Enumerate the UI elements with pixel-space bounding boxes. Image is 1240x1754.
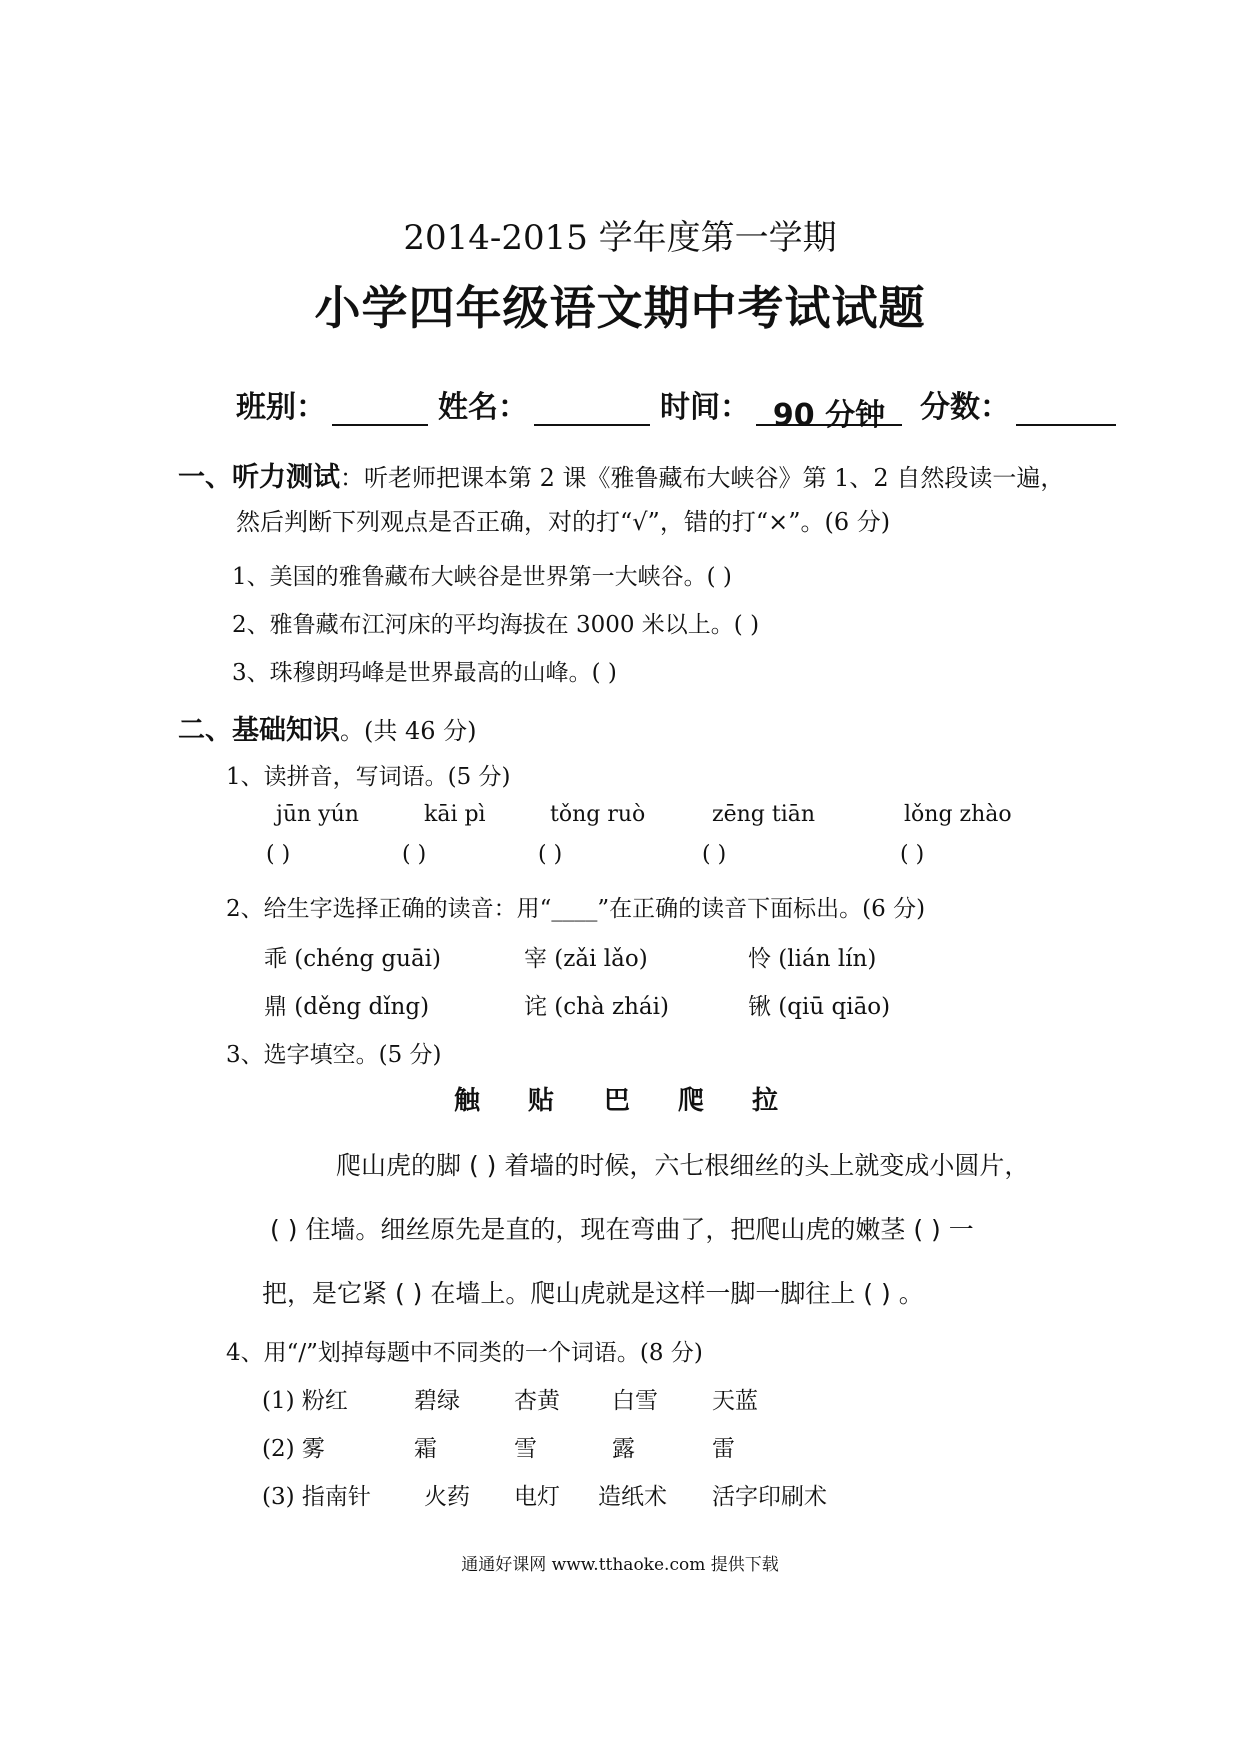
score-label: 分数： — [920, 390, 1010, 425]
q3-choice-2: 贴 — [528, 1086, 555, 1116]
q2-option-4[interactable]: 鼎 (děng dǐng) — [264, 994, 430, 1020]
q1-answer-1[interactable]: ( ) — [266, 842, 291, 867]
q4-r2-w3[interactable]: 雪 — [514, 1436, 537, 1462]
class-blank[interactable] — [332, 390, 428, 426]
exam-term-title: 2014-2015 学年度第一学期 — [403, 218, 837, 258]
q4-r1-w5[interactable]: 天蓝 — [712, 1388, 758, 1414]
section1-heading: 一、听力测试 — [178, 462, 340, 493]
q4-r3-w4[interactable]: 造纸术 — [598, 1484, 667, 1510]
q3-choice-4: 爬 — [678, 1086, 705, 1116]
class-label: 班别： — [236, 390, 326, 425]
section2-heading-line — [178, 708, 477, 747]
section1-intro-line2: 然后判断下列观点是否正确，对的打“√”，错的打“×”。(6 分) — [236, 508, 891, 536]
q1-answer-3[interactable]: ( ) — [538, 842, 563, 867]
q1-answer-2[interactable]: ( ) — [402, 842, 427, 867]
q3-choice-1: 触 — [454, 1086, 481, 1116]
section2-points: 。(共 46 分) — [340, 717, 477, 745]
q3-choice-3: 巴 — [604, 1086, 631, 1116]
q1-answer-4[interactable]: ( ) — [702, 842, 727, 867]
section1-item-3: 3、珠穆朗玛峰是世界最高的山峰。( ) — [232, 660, 617, 686]
section1-intro-text: ：听老师把课本第 2 课《雅鲁藏布大峡谷》第 1、2 自然段读一遍， — [340, 464, 1065, 492]
q4-r2-w5[interactable]: 雷 — [712, 1436, 735, 1462]
q3-passage-line2: ( ) 住墙。细丝原先是直的，现在弯曲了，把爬山虎的嫩茎 ( ) 一 — [270, 1215, 974, 1244]
q3-prompt: 3、选字填空。(5 分) — [226, 1042, 442, 1068]
q4-r2-w2[interactable]: 霜 — [414, 1436, 437, 1462]
q3-passage-line3: 把，是它紧 ( ) 在墙上。爬山虎就是这样一脚一脚往上 ( ) 。 — [262, 1279, 924, 1308]
q1-prompt: 1、读拼音，写词语。(5 分) — [226, 764, 511, 790]
q4-r1-w3[interactable]: 杏黄 — [514, 1388, 560, 1414]
q4-r1-w1[interactable]: (1) 粉红 — [262, 1388, 348, 1414]
q1-pinyin-4: zēng tiān — [712, 802, 816, 827]
q2-option-3[interactable]: 怜 (lián lín) — [748, 946, 877, 972]
q1-pinyin-3: tǒng ruò — [550, 802, 646, 827]
section1-item-1: 1、美国的雅鲁藏布大峡谷是世界第一大峡谷。( ) — [232, 564, 732, 590]
q1-answer-5[interactable]: ( ) — [900, 842, 925, 867]
q2-option-5[interactable]: 诧 (chà zhái) — [524, 994, 669, 1020]
q4-r1-w4[interactable]: 白雪 — [612, 1388, 658, 1414]
footer-source: 通通好课网 www.tthaoke.com 提供下载 — [461, 1555, 779, 1575]
q3-passage-line1: 爬山虎的脚 ( ) 着墙的时候，六七根细丝的头上就变成小圆片， — [336, 1151, 1030, 1180]
q2-option-1[interactable]: 乖 (chéng guāi) — [264, 946, 442, 972]
section1-intro-line1 — [178, 455, 1064, 494]
q4-r2-w4[interactable]: 露 — [612, 1436, 635, 1462]
q2-prompt: 2、给生字选择正确的读音：用“____”在正确的读音下面标出。(6 分) — [226, 896, 926, 922]
q1-pinyin-1: jūn yún — [276, 802, 359, 827]
q4-r1-w2[interactable]: 碧绿 — [414, 1388, 460, 1414]
q4-r2-w1[interactable]: (2) 雾 — [262, 1436, 325, 1462]
exam-main-title: 小学四年级语文期中考试试题 — [314, 281, 926, 335]
section2-heading: 二、基础知识 — [178, 715, 340, 746]
score-blank[interactable] — [1016, 390, 1116, 426]
name-label: 姓名： — [438, 390, 528, 425]
q4-prompt: 4、用“/”划掉每题中不同类的一个词语。(8 分) — [226, 1340, 703, 1366]
q4-r3-w1[interactable]: (3) 指南针 — [262, 1484, 371, 1510]
q4-r3-w3[interactable]: 电灯 — [514, 1484, 560, 1510]
time-value: 90 分钟 — [756, 390, 902, 426]
q4-r3-w5[interactable]: 活字印刷术 — [712, 1484, 827, 1510]
q2-option-6[interactable]: 锹 (qiū qiāo) — [748, 994, 891, 1020]
q2-option-2[interactable]: 宰 (zǎi lǎo) — [524, 946, 648, 972]
q1-pinyin-2: kāi pì — [424, 802, 486, 827]
section1-item-2: 2、雅鲁藏布江河床的平均海拔在 3000 米以上。( ) — [232, 612, 760, 638]
student-info-header — [236, 382, 1126, 433]
q3-choice-5: 拉 — [752, 1086, 779, 1116]
time-label: 时间： — [660, 390, 750, 425]
q1-pinyin-5: lǒng zhào — [904, 802, 1012, 827]
q4-r3-w2[interactable]: 火药 — [424, 1484, 470, 1510]
name-blank[interactable] — [534, 390, 650, 426]
